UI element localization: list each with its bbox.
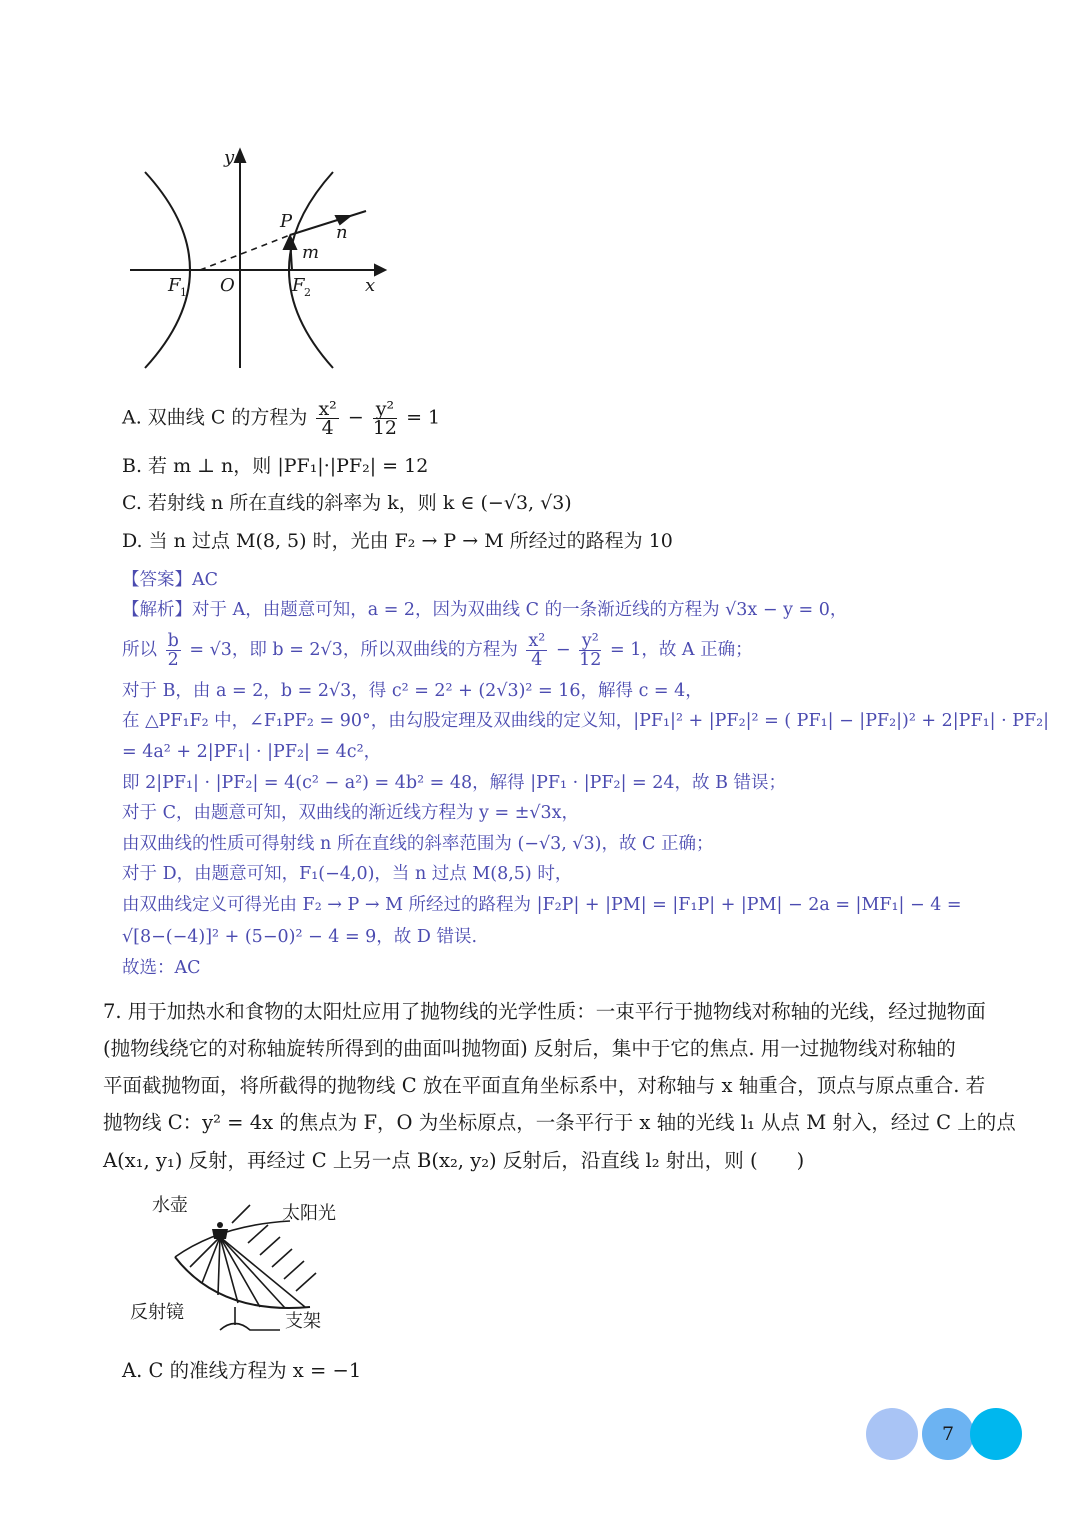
hyperbola-figure xyxy=(120,140,390,375)
label-F1-sub: 1 xyxy=(180,286,187,299)
label-m: m xyxy=(302,242,320,263)
fraction-y2-over-12 xyxy=(579,632,601,669)
label-kettle: 水壶 xyxy=(152,1195,188,1216)
question-7-line-2: (抛物线绕它的对称轴旋转所得到的曲面叫抛物面) 反射后，集中于它的焦点. 用一过抛物线对称轴的 xyxy=(103,1037,956,1060)
question-7-line-3: 平面截抛物面，将所截得的抛物线 C 放在平面直角坐标系中，对称轴与 x 轴重合，顶点与原点重合. 若 xyxy=(103,1074,986,1097)
label-sunlight: 太阳光 xyxy=(282,1203,336,1224)
reflected-ray xyxy=(218,1237,220,1295)
fraction-numerator: x² xyxy=(528,631,546,651)
analysis-text: = 1，故 A 正确； xyxy=(610,640,753,660)
label-F2: F xyxy=(292,275,305,296)
fraction-x2-over-4 xyxy=(526,632,547,669)
answer-line xyxy=(122,567,218,593)
fraction-numerator: x² xyxy=(318,398,337,420)
fraction-denominator: 2 xyxy=(167,650,179,670)
sun-ray xyxy=(296,1273,316,1291)
page-dot-left xyxy=(866,1408,918,1460)
label-O: O xyxy=(220,275,235,296)
sun-ray xyxy=(248,1225,268,1243)
fraction-denominator: 12 xyxy=(579,650,602,670)
kettle-lid xyxy=(217,1222,223,1228)
question-7-line-5: A(x₁, y₁) 反射，再经过 C 上另一点 B(x₂, y₂) 反射后，沿直线 l₂ 射出，则 ( ) xyxy=(103,1149,805,1172)
kettle-icon xyxy=(212,1229,228,1239)
option-6A xyxy=(122,400,440,437)
analysis-line-4: 在 △PF₁F₂ 中，∠F₁PF₂ = 90°，由勾股定理及双曲线的定义知，|PF₁|² + |PF₂|² = ( PF₁| − |PF₂|)² + 2|PF₁| · PF₂| xyxy=(122,711,1050,731)
analysis-line-11: √[8−(−4)]² + (5−0)² − 4 = 9，故 D 错误. xyxy=(122,927,478,947)
analysis-line-8: 由双曲线的性质可得射线 n 所在直线的斜率范围为 (−√3, √3)，故 C 正确； xyxy=(122,834,714,854)
sun-ray xyxy=(260,1237,280,1255)
solar-cooker-figure xyxy=(120,1185,360,1340)
analysis-line-5: = 4a² + 2|PF₁| · |PF₂| = 4c²， xyxy=(122,742,382,762)
y-axis-arrow xyxy=(235,150,245,162)
x-axis-arrow xyxy=(375,265,385,275)
reflector-dish xyxy=(175,1257,310,1308)
label-F2-sub: 2 xyxy=(304,286,311,299)
minus-sign: − xyxy=(347,406,364,429)
option-6B: B. 若 m ⊥ n，则 |PF₁|·|PF₂| = 12 xyxy=(122,455,429,477)
analysis-text: 对于 A，由题意可知，a = 2，因为双曲线 C 的一条渐近线的方程为 √3x − y = 0， xyxy=(192,600,848,620)
answer-tag: 【答案】 xyxy=(122,570,192,590)
question-7-line-4: 抛物线 C：y² = 4x 的焦点为 F，O 为坐标原点，一条平行于 x 轴的光线 l₁ 从点 M 射入，经过 C 上的点 xyxy=(103,1111,1016,1134)
sun-ray xyxy=(272,1249,292,1267)
option-6A-prefix: A. 双曲线 C 的方程为 xyxy=(122,406,308,429)
page-number: 7 xyxy=(941,1423,955,1445)
fraction-y2-over-12 xyxy=(373,400,397,437)
label-F1: F xyxy=(168,275,181,296)
fraction-b-over-2 xyxy=(166,632,181,669)
analysis-line-7: 对于 C，由题意可知，双曲线的渐近线方程为 y = ±√3x， xyxy=(122,803,580,823)
label-mirror: 反射镜 xyxy=(130,1302,184,1323)
reflected-ray xyxy=(190,1237,220,1267)
fraction-numerator: b xyxy=(167,631,179,651)
label-P: P xyxy=(280,211,293,232)
option-6C: C. 若射线 n 所在直线的斜率为 k，则 k ∈ (−√3, √3) xyxy=(122,492,572,514)
option-7A: A. C 的准线方程为 x = −1 xyxy=(122,1359,362,1382)
analysis-text: = √3，即 b = 2√3，所以双曲线的方程为 xyxy=(189,640,518,660)
analysis-line-3: 对于 B，由 a = 2，b = 2√3，得 c² = 2² + (2√3)² = 16，解得 c = 4， xyxy=(122,681,703,701)
fraction-x2-over-4 xyxy=(316,400,338,437)
dashed-line-F1P xyxy=(200,235,290,270)
reflected-ray xyxy=(202,1237,220,1283)
analysis-line-9: 对于 D，由题意可知，F₁(−4,0)，当 n 过点 M(8,5) 时， xyxy=(122,864,573,884)
option-6D: D. 当 n 过点 M(8, 5) 时，光由 F₂ → P → M 所经过的路程为 10 xyxy=(122,530,673,552)
analysis-line-6: 即 2|PF₁| · |PF₂| = 4(c² − a²) = 4b² = 48，解得 |PF₁ · |PF₂| = 24，故 B 错误； xyxy=(122,773,787,793)
fraction-numerator: y² xyxy=(373,400,397,419)
label-y: y xyxy=(224,147,235,168)
ray-n xyxy=(290,211,366,235)
analysis-tag: 【解析】 xyxy=(122,600,192,620)
label-n: n xyxy=(336,222,348,243)
fraction-denominator: 4 xyxy=(321,417,334,439)
option-6A-suffix: = 1 xyxy=(406,406,441,429)
fraction-numerator: y² xyxy=(579,632,601,651)
answer-value: AC xyxy=(192,570,219,590)
page-dot-right xyxy=(970,1408,1022,1460)
sun-ray xyxy=(284,1261,304,1279)
label-x: x xyxy=(365,275,376,296)
minus-sign: − xyxy=(555,640,571,660)
analysis-line-1 xyxy=(122,597,847,623)
label-stand: 支架 xyxy=(285,1311,321,1332)
analysis-line-10: 由双曲线定义可得光由 F₂ → P → M 所经过的路程为 |F₂P| + |PM| = |F₁P| + |PM| − 2a = |MF₁| − 4 = xyxy=(122,895,962,915)
analysis-line-2 xyxy=(122,632,753,669)
question-7-line-1: 7. 用于加热水和食物的太阳灶应用了抛物线的光学性质：一束平行于抛物线对称轴的光线，经过抛物面 xyxy=(103,1000,986,1023)
fraction-denominator: 12 xyxy=(372,417,398,439)
analysis-text: 所以 xyxy=(122,640,157,660)
stand-base xyxy=(220,1307,280,1330)
sun-ray xyxy=(232,1205,250,1223)
fraction-denominator: 4 xyxy=(531,650,543,670)
analysis-line-12: 故选：AC xyxy=(122,958,201,978)
